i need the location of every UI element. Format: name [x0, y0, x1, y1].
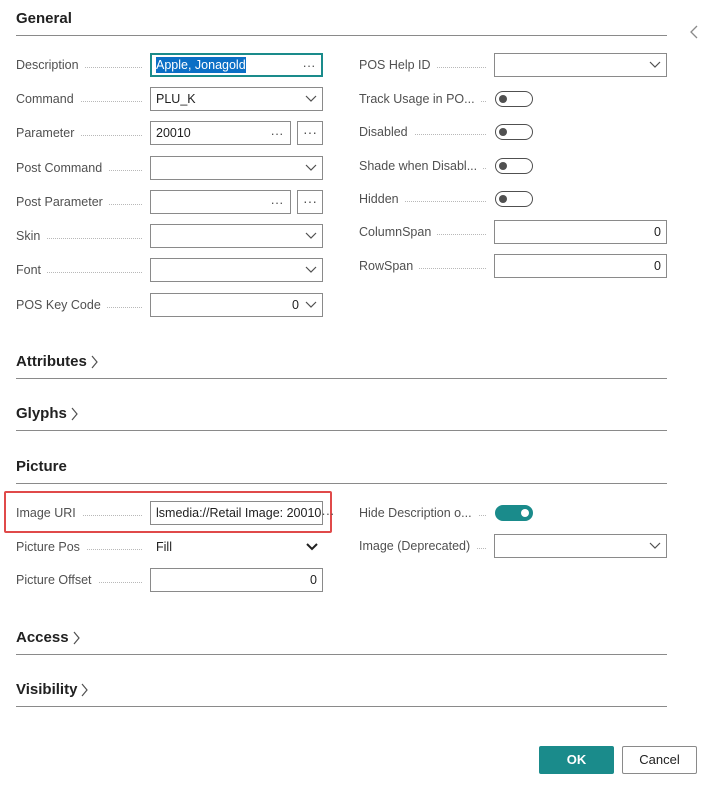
chevron-down-icon [649, 542, 661, 550]
parameter-input[interactable]: 20010 ··· [150, 121, 291, 145]
ellipsis-icon: ··· [303, 124, 317, 140]
column-span-label: ColumnSpan [359, 220, 494, 244]
column-span-row [359, 220, 494, 244]
description-label: Description [16, 53, 150, 77]
image-uri-label: Image URI [16, 501, 150, 525]
picture-pos-select[interactable]: Fill [150, 535, 323, 559]
pos-key-code-label: POS Key Code [16, 293, 150, 317]
chevron-right-icon [72, 631, 81, 645]
column-span-input[interactable]: 0 [494, 220, 667, 244]
image-deprecated-row [359, 534, 494, 558]
chevron-down-icon [305, 95, 317, 103]
section-title: Picture [16, 458, 67, 475]
section-title: General [16, 10, 72, 27]
chevron-right-icon [70, 407, 79, 421]
pos-key-code-row [16, 293, 150, 317]
skin-label: Skin [16, 224, 150, 248]
ellipsis-icon[interactable]: ··· [270, 125, 284, 141]
hide-description-label: Hide Description o... [359, 501, 494, 525]
shade-when-disabled-label: Shade when Disabl... [359, 154, 494, 178]
row-span-input[interactable]: 0 [494, 254, 667, 278]
chevron-left-icon[interactable] [688, 25, 702, 39]
ellipsis-icon[interactable]: ··· [302, 57, 316, 73]
pos-help-id-row [359, 53, 494, 77]
disabled-label: Disabled [359, 120, 494, 144]
skin-select[interactable] [150, 224, 323, 248]
font-select[interactable] [150, 258, 323, 282]
ellipsis-icon[interactable]: ··· [321, 505, 335, 521]
font-row [16, 258, 150, 282]
chevron-down-icon [305, 266, 317, 274]
chevron-right-icon [80, 683, 89, 697]
disabled-toggle[interactable] [495, 124, 533, 140]
command-select[interactable]: PLU_K [150, 87, 323, 111]
pos-help-id-label: POS Help ID [359, 53, 494, 77]
command-label: Command [16, 87, 150, 111]
ellipsis-icon: ··· [303, 193, 317, 209]
picture-offset-input[interactable]: 0 [150, 568, 323, 592]
picture-pos-row [16, 535, 150, 559]
hidden-row [359, 187, 494, 211]
hidden-toggle[interactable] [495, 191, 533, 207]
parameter-row [16, 121, 150, 145]
chevron-down-icon [305, 164, 317, 172]
description-row [16, 53, 150, 77]
pos-help-id-select[interactable] [494, 53, 667, 77]
track-usage-toggle[interactable] [495, 91, 533, 107]
ellipsis-icon[interactable]: ··· [270, 194, 284, 210]
row-span-label: RowSpan [359, 254, 494, 278]
disabled-row [359, 120, 494, 144]
section-visibility-header[interactable] [16, 681, 667, 707]
image-uri-row [16, 501, 150, 525]
post-command-label: Post Command [16, 156, 150, 180]
section-glyphs-header[interactable] [16, 405, 667, 431]
picture-offset-row [16, 568, 150, 592]
post-parameter-row [16, 190, 150, 214]
chevron-down-icon [649, 61, 661, 69]
shade-when-disabled-row [359, 154, 494, 178]
image-deprecated-label: Image (Deprecated) [359, 534, 494, 558]
post-parameter-input[interactable] [150, 190, 291, 214]
section-title: Access [16, 629, 69, 646]
parameter-label: Parameter [16, 121, 150, 145]
post-command-select[interactable] [150, 156, 323, 180]
image-uri-input[interactable]: lsmedia://Retail Image: 20010 ··· [150, 501, 323, 525]
section-title: Attributes [16, 353, 87, 370]
skin-row [16, 224, 150, 248]
section-picture-header[interactable] [16, 458, 667, 484]
command-row [16, 87, 150, 111]
pos-key-code-select[interactable]: 0 [150, 293, 323, 317]
post-command-row [16, 156, 150, 180]
description-input[interactable]: Apple, Jonagold ··· [150, 53, 323, 77]
ok-button[interactable]: OK [539, 746, 614, 774]
picture-offset-label: Picture Offset [16, 568, 150, 592]
track-usage-row [359, 87, 494, 111]
hide-description-row [359, 501, 494, 525]
section-title: Glyphs [16, 405, 67, 422]
hide-description-toggle[interactable] [495, 505, 533, 521]
section-title: Visibility [16, 681, 78, 698]
picture-pos-label: Picture Pos [16, 535, 150, 559]
chevron-down-icon [305, 301, 317, 309]
image-deprecated-select[interactable] [494, 534, 667, 558]
post-parameter-assist-button[interactable] [297, 190, 323, 214]
chevron-down-icon [306, 543, 318, 551]
font-label: Font [16, 258, 150, 282]
section-access-header[interactable] [16, 629, 667, 655]
parameter-assist-button[interactable] [297, 121, 323, 145]
section-attributes-header[interactable] [16, 353, 667, 379]
section-general-header[interactable] [16, 10, 667, 36]
row-span-row [359, 254, 494, 278]
track-usage-label: Track Usage in PO... [359, 87, 494, 111]
chevron-right-icon [90, 355, 99, 369]
chevron-down-icon [305, 232, 317, 240]
cancel-button[interactable]: Cancel [622, 746, 697, 774]
hidden-label: Hidden [359, 187, 494, 211]
shade-when-disabled-toggle[interactable] [495, 158, 533, 174]
post-parameter-label: Post Parameter [16, 190, 150, 214]
